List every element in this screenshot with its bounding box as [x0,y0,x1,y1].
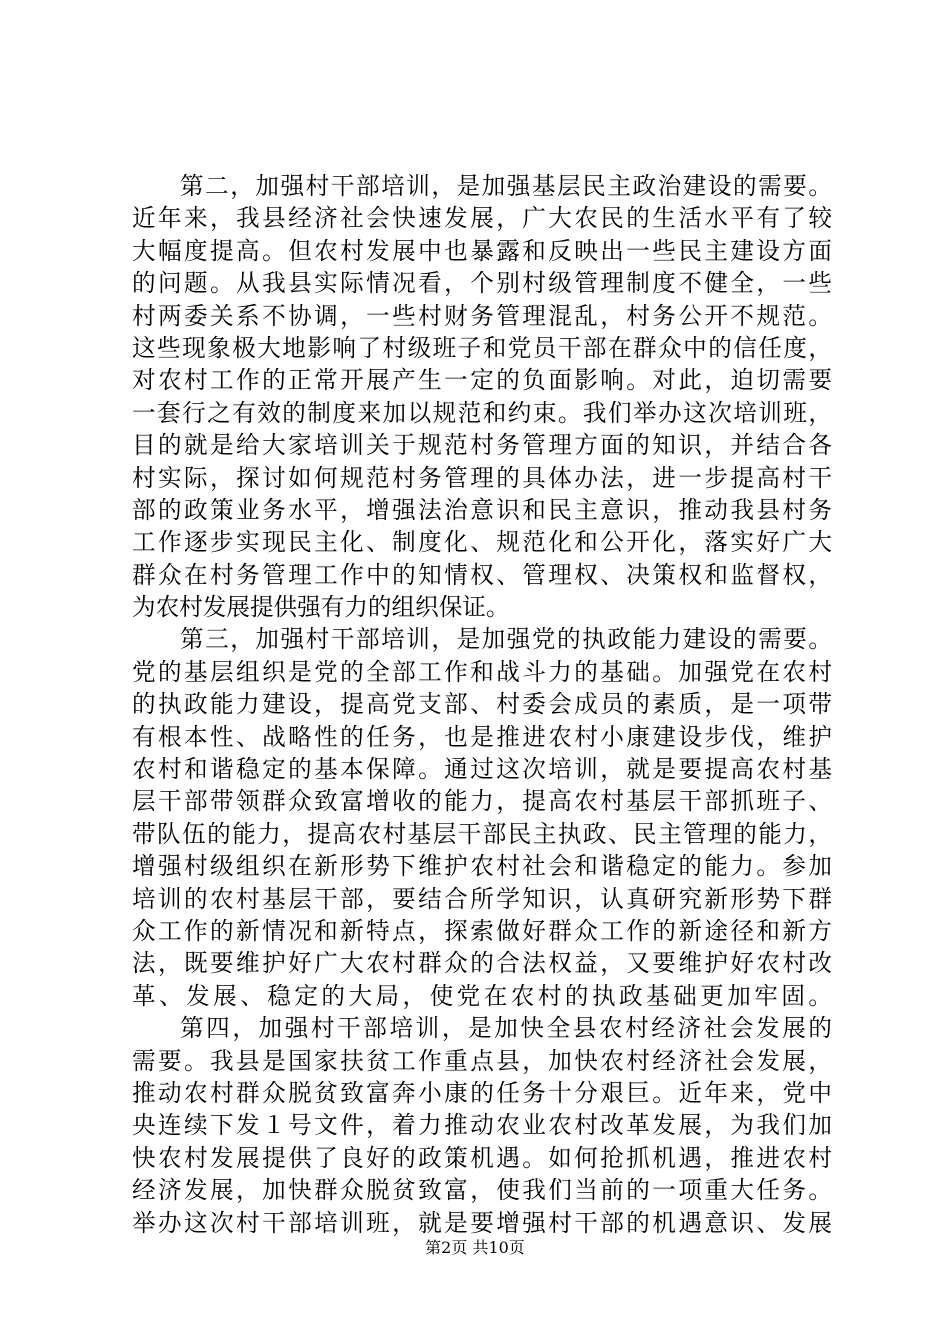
text-line: 快农村发展提供了良好的政策机遇。如何抢抓机遇，推进农村 [132,1143,832,1172]
text-line: 众工作的新情况和新特点，探索做好群众工作的新途径和新方 [132,916,832,945]
text-line: 近年来，我县经济社会快速发展，广大农民的生活水平有了较 [132,204,832,233]
text-line: 第四，加强村干部培训，是加快全县农村经济社会发展的 [180,1014,832,1043]
text-line: 央连续下发１号文件，着力推动农业农村改革发展，为我们加 [132,1111,832,1140]
text-line: 大幅度提高。但农村发展中也暴露和反映出一些民主建设方面 [132,236,832,265]
text-line: 经济发展，加快群众脱贫致富，使我们当前的一项重大任务。 [132,1176,832,1205]
text-line: 村两委关系不协调，一些村财务管理混乱，村务公开不规范。 [132,301,832,330]
text-line: 推动农村群众脱贫致富奔小康的任务十分艰巨。近年来，党中 [132,1078,832,1107]
text-line: 层干部带领群众致富增收的能力，提高农村基层干部抓班子、 [132,787,832,816]
text-line: 工作逐步实现民主化、制度化、规范化和公开化，落实好广大 [132,528,832,557]
document-body [132,170,832,1239]
text-line: 法，既要维护好广大农村群众的合法权益，又要维护好农村改 [132,949,832,978]
text-line: 的问题。从我县实际情况看，个别村级管理制度不健全，一些 [132,269,832,298]
text-line: 村实际，探讨如何规范村务管理的具体办法，进一步提高村干 [132,463,832,492]
text-line: 为农村发展提供强有力的组织保证。 [132,593,510,622]
text-line: 这些现象极大地影响了村级班子和党员干部在群众中的信任度， [132,333,832,362]
text-line: 带队伍的能力，提高农村基层干部民主执政、民主管理的能力， [132,819,832,848]
text-line: 需要。我县是国家扶贫工作重点县，加快农村经济社会发展， [132,1046,832,1075]
text-line: 目的就是给大家培训关于规范村务管理方面的知识，并结合各 [132,431,832,460]
text-line: 农村和谐稳定的基本保障。通过这次培训，就是要提高农村基 [132,755,832,784]
text-line: 培训的农村基层干部，要结合所学知识，认真研究新形势下群 [132,884,832,913]
page-number-footer: 第2页 共10页 [425,1238,525,1257]
text-line: 革、发展、稳定的大局，使党在农村的执政基础更加牢固。 [132,981,832,1010]
text-line: 第二，加强村干部培训，是加强基层民主政治建设的需要。 [180,172,832,200]
text-line: 的执政能力建设，提高党支部、村委会成员的素质，是一项带 [132,690,832,719]
text-line: 举办这次村干部培训班，就是要增强村干部的机遇意识、发展 [132,1208,832,1237]
text-line: 有根本性、战略性的任务，也是推进农村小康建设步伐，维护 [132,722,832,751]
text-line: 党的基层组织是党的全部工作和战斗力的基础。加强党在农村 [132,657,832,686]
text-line: 群众在村务管理工作中的知情权、管理权、决策权和监督权， [132,560,832,589]
text-line: 部的政策业务水平，增强法治意识和民主意识，推动我县村务 [132,495,832,524]
text-line: 第三，加强村干部培训，是加强党的执政能力建设的需要。 [180,625,832,654]
text-line: 增强村级组织在新形势下维护农村社会和谐稳定的能力。参加 [132,852,832,881]
text-line: 一套行之有效的制度来加以规范和约束。我们举办这次培训班， [132,398,832,427]
text-line: 对农村工作的正常开展产生一定的负面影响。对此，迫切需要 [132,366,832,395]
